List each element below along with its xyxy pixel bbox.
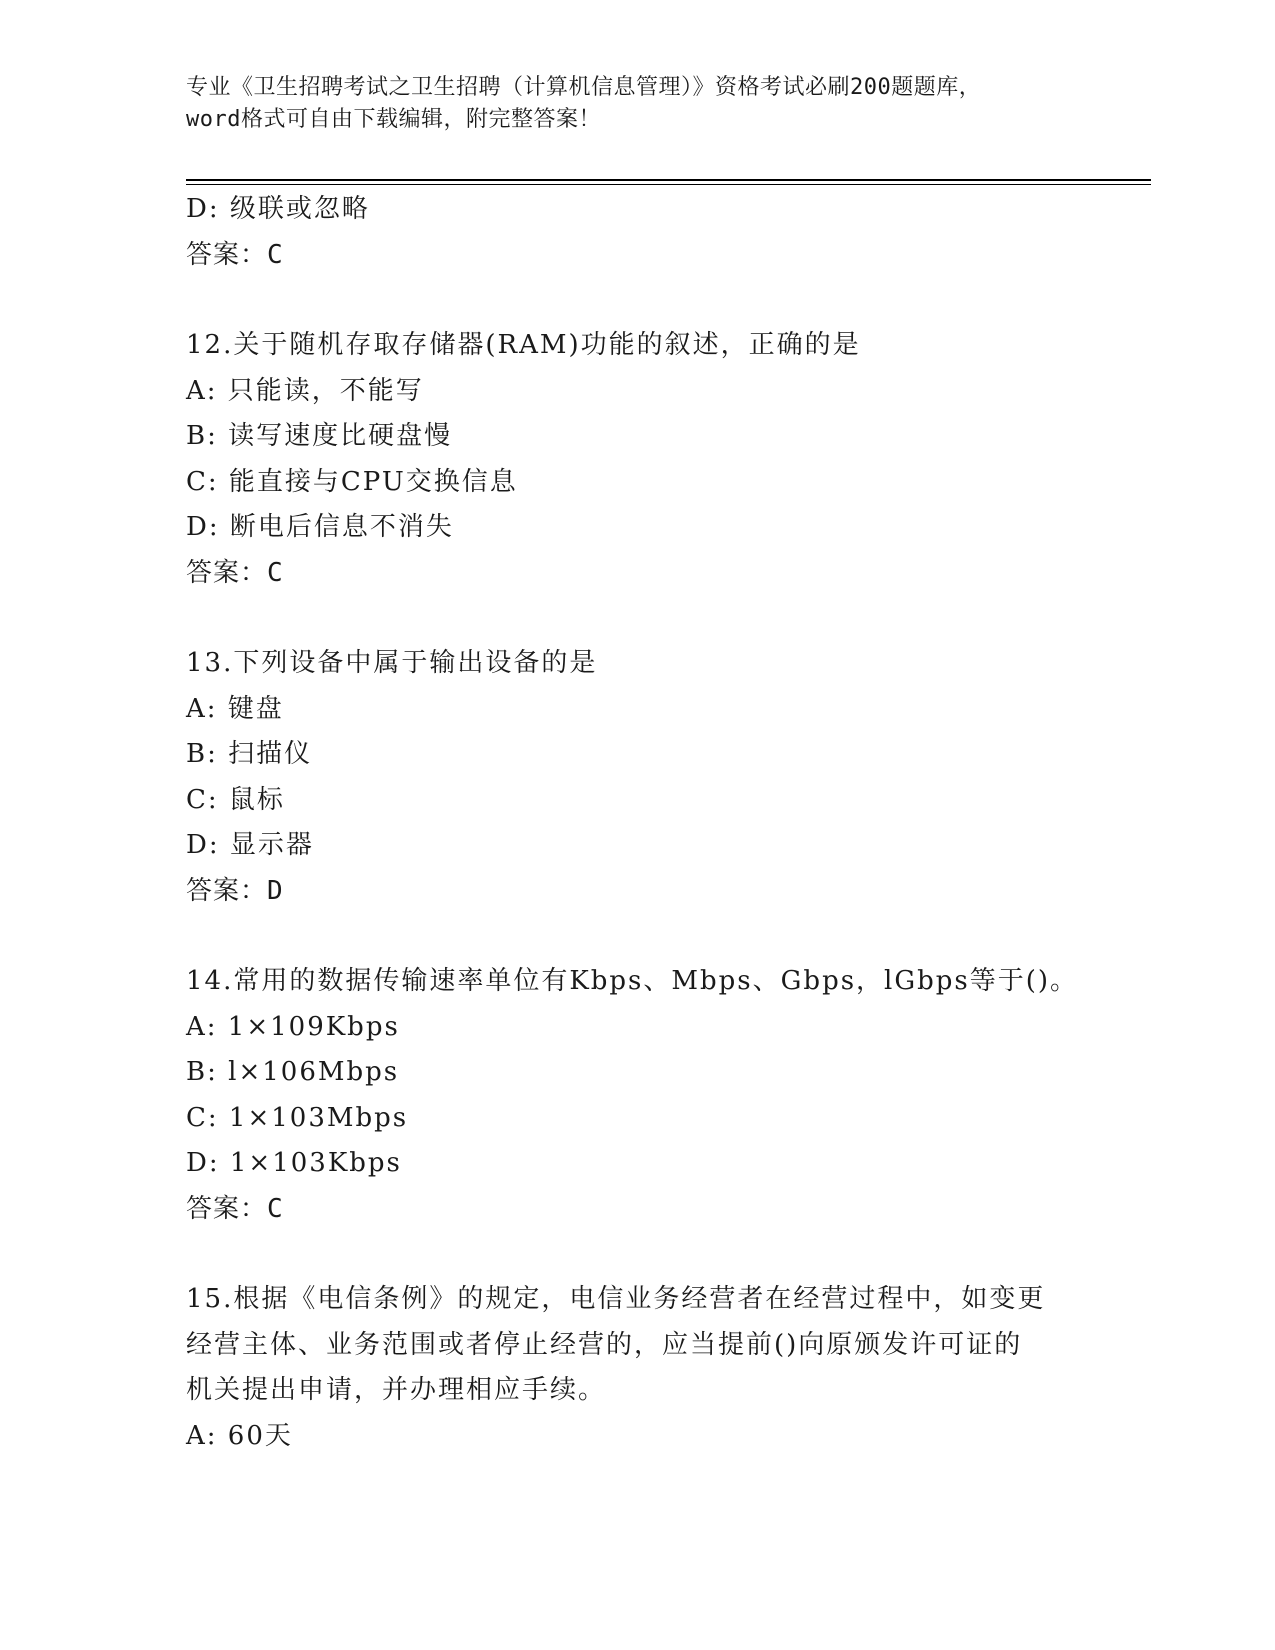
option-a: A: 1×109Kbps [186, 1011, 400, 1042]
question-stem-line-3: 机关提出申请，并办理相应手续。 [186, 1375, 607, 1405]
question-stem-line-1: 15.根据《电信条例》的规定，电信业务经营者在经营过程中，如变更 [186, 1284, 1046, 1314]
option-a: A: 只能读，不能写 [186, 375, 424, 406]
answer: 答案：C [186, 557, 284, 588]
option-d: D: 1×103Kbps [186, 1148, 402, 1178]
header-line-1: 专业《卫生招聘考试之卫生招聘（计算机信息管理）》资格考试必刷200题题库， [186, 75, 982, 100]
option-a: A: 60天 [186, 1420, 293, 1451]
question-stem: 13.下列设备中属于输出设备的是 [186, 648, 598, 678]
question-stem: 12.关于随机存取存储器(RAM)功能的叙述，正确的是 [186, 330, 861, 360]
question-14 [186, 959, 1086, 1232]
option-d: D: 级联或忽略 [186, 194, 370, 224]
question-15 [186, 1277, 1086, 1459]
answer: 答案：C [186, 1193, 284, 1224]
document-header [186, 72, 1086, 136]
option-c: C: 1×103Mbps [186, 1102, 409, 1133]
answer: 答案：D [186, 875, 284, 906]
question-12 [186, 323, 1086, 596]
answer: 答案：C [186, 239, 284, 270]
option-b: B: l×106Mbps [186, 1057, 400, 1087]
header-rule-thick [186, 179, 1151, 181]
option-c: C: 鼠标 [186, 784, 285, 815]
question-11-tail [186, 187, 1086, 278]
question-list [186, 187, 1086, 1459]
question-stem-line-2: 经营主体、业务范围或者停止经营的，应当提前()向原颁发许可证的 [186, 1329, 1023, 1360]
question-stem: 14.常用的数据传输速率单位有Kbps、Mbps、Gbps，lGbps等于()。 [186, 966, 1079, 996]
option-a: A: 键盘 [186, 693, 284, 724]
option-c: C: 能直接与CPU交换信息 [186, 466, 518, 497]
header-line-2: word格式可自由下载编辑，附完整答案！ [186, 107, 601, 132]
header-rule-thin [186, 184, 1151, 185]
option-d: D: 显示器 [186, 830, 314, 860]
option-d: D: 断电后信息不消失 [186, 512, 454, 542]
option-b: B: 读写速度比硬盘慢 [186, 421, 453, 451]
question-13 [186, 641, 1086, 914]
option-b: B: 扫描仪 [186, 739, 313, 769]
